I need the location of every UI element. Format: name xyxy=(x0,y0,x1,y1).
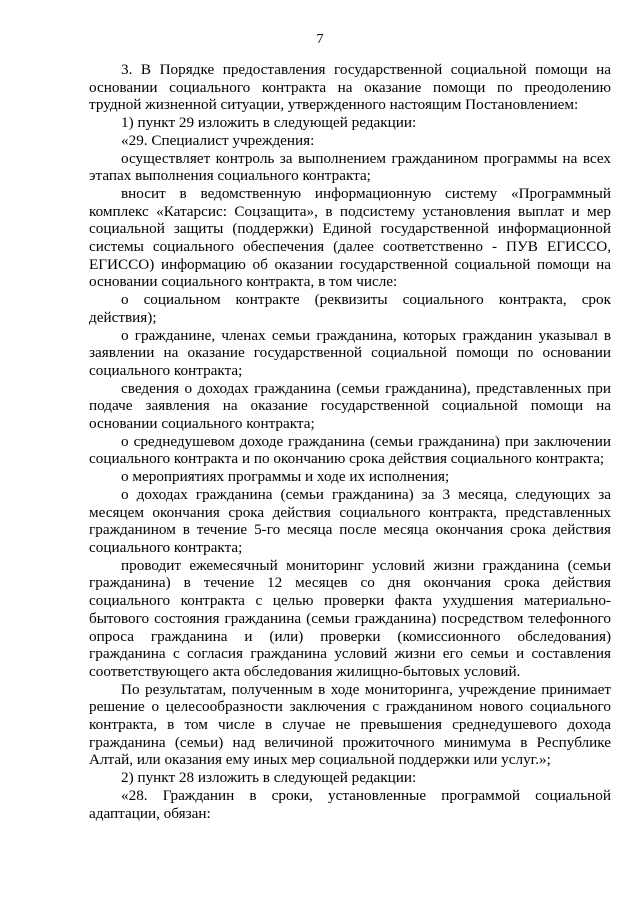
paragraph-monitoring-results: По результатам, полученным в ходе мониторинга, учреждение принимает решение о целесообразности заключения с гражданином нового социального контракта, в том числе в случае не превышения среднедушевого дохода гражданина (семьи) над величиной прожиточного минимума в Республике Алтай, или оказания ему иных мер социальной поддержки или услуг.»; xyxy=(89,680,611,769)
paragraph-social-contract: о социальном контракте (реквизиты социального контракта, срок действия); xyxy=(89,291,611,326)
paragraph-program-measures: о мероприятиях программы и ходе их исполнения; xyxy=(121,468,450,486)
paragraph-point-29: «29. Специалист учреждения: xyxy=(121,131,315,149)
paragraph-item-2: 2) пункт 28 изложить в следующей редакции: xyxy=(121,769,417,787)
paragraph-income-3-months: о доходах гражданина (семьи гражданина) за 3 месяца, следующих за месяцем окончания срока действия социального контракта, представленных гражданином в течение 5-го месяца после месяца окончания срока действия социального контракта; xyxy=(89,485,611,556)
paragraph-income-info: сведения о доходах гражданина (семьи гражданина), представленных при подаче заявления на оказание государственной социальной помощи на основании социального контракта; xyxy=(89,379,611,433)
paragraph-3-intro: 3. В Порядке предоставления государственной социальной помощи на основании социального контракта на оказание помощи по преодолению трудной жизненной ситуации, утвержденного настоящим Постановлением: xyxy=(89,61,611,114)
paragraph-information-system: вносит в ведомственную информационную систему «Программный комплекс «Катарсис: Соцзащита», в подсистему установления выплат и мер социальной защиты (поддержки) Единой государственной информационной системы социального обеспечения (далее соответственно - ПУВ ЕГИССО, ЕГИССО) информацию об оказании государственной социальной помощи на основании социального контракта, в том числе: xyxy=(89,184,611,291)
paragraph-average-income: о среднедушевом доходе гражданина (семьи гражданина) при заключении социального контракта и по окончанию срока действия социального контракта; xyxy=(89,432,611,468)
page-number: 7 xyxy=(316,32,324,47)
document-body xyxy=(89,61,611,822)
paragraph-citizen: о гражданине, членах семьи гражданина, которых гражданин указывал в заявлении на оказание государственной социальной помощи по основании социального контракта; xyxy=(89,326,611,379)
paragraph-point-28: «28. Гражданин в сроки, установленные программой социальной адаптации, обязан: xyxy=(89,786,611,822)
paragraph-control: осуществляет контроль за выполнением гражданином программы на всех этапах выполнения социального контракта; xyxy=(89,149,611,185)
paragraph-monitoring: проводит ежемесячный мониторинг условий жизни гражданина (семьи гражданина) в течение 12 месяцев со дня окончания срока действия социального контракта с целью проверки факта ухудшения материально-бытового состояния гражданина (семьи гражданина) посредством телефонного опроса гражданина и (или) проверки (комиссионного обследования) гражданина с согласия гражданина условий жизни его семьи и составления соответствующего акта обследования жилищно-бытовых условий. xyxy=(89,556,611,680)
paragraph-item-1: 1) пункт 29 изложить в следующей редакции: xyxy=(121,114,417,132)
